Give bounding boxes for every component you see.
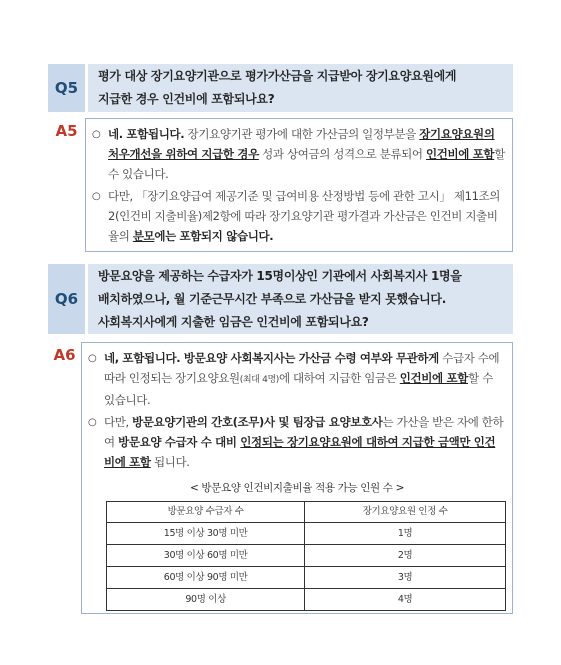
underlined-text: 장기요양요원의 처우개선을 위하여 지급한 경우 <box>108 127 495 161</box>
bold-text: 에는 포함되지 않습니다. <box>154 229 274 243</box>
table-cell: 2명 <box>305 545 506 567</box>
underlined-text: 인건비에 포함 <box>425 147 495 161</box>
question-line: 평가 대상 장기요양기관으로 평가가산금을 지급받아 장기요양요원에게 <box>98 69 457 83</box>
table-cell: 15명 이상 30명 미만 <box>107 523 305 545</box>
answer-bullet-item <box>92 124 506 184</box>
text: 성과 상여금의 성격으로 분류되어 <box>258 147 426 161</box>
table-caption: < 방문요양 인건비지출비율 적용 가능 인원 수 > <box>189 482 405 494</box>
small-text: (최대 4명) <box>239 375 279 385</box>
table-cell: 4명 <box>305 589 506 611</box>
table-header-cell: 장기요양요원 인정 수 <box>305 502 506 523</box>
underlined-text: 인건비에 포함 <box>399 371 468 385</box>
bullet-text <box>108 186 506 246</box>
table-cell: 1명 <box>305 523 506 545</box>
answer-label: A6 <box>53 346 76 364</box>
table-row <box>107 545 506 567</box>
question-line: 배치하였으나, 월 기준근무시간 부족으로 가산금을 받지 못했습니다. <box>98 291 446 306</box>
table-cell: 90명 이상 <box>107 589 305 611</box>
table-cell: 3명 <box>305 567 506 589</box>
text: 다만, <box>104 415 133 429</box>
question-label: Q6 <box>48 264 85 334</box>
bullet-icon: ○ <box>88 353 97 364</box>
bold-text: 네. 포함됩니다. <box>108 127 185 141</box>
question-text <box>88 264 513 334</box>
question-5 <box>48 64 513 112</box>
answer-label: A5 <box>55 122 78 140</box>
bullet-icon: ○ <box>92 129 101 140</box>
answer-box <box>81 342 513 614</box>
question-line: 지급한 경우 인건비에 포함되나요? <box>98 92 275 106</box>
question-6 <box>48 264 513 334</box>
answer-bullet-item <box>88 412 506 472</box>
bold-text: 방문요양기관의 간호(조무)사 및 팀장급 요양보호사 <box>132 415 383 429</box>
text: 할 수 있습니다. <box>108 147 505 181</box>
answer-6 <box>48 342 513 614</box>
underlined-text: 인정되는 장기요양요원에 대하여 지급한 금액만 인건비에 포함 <box>104 435 496 469</box>
bullet-text <box>104 348 506 410</box>
text: 에 대하여 지급한 임금은 <box>278 371 400 385</box>
table-row <box>107 589 506 611</box>
text: 할 수 있습니다. <box>104 371 493 407</box>
text: 장기요양기관 평가에 대한 가산금의 일정부분을 <box>184 127 420 141</box>
text: 다만, 「장기요양급여 제공기준 및 급여비용 산정방법 등에 관한 고시」 제11조의2(인건비 지출비율)제2항에 따라 장기요양기관 평가결과 가산금은 인건비 지출비율의 <box>108 189 501 243</box>
question-text <box>88 64 513 112</box>
answer-bullet-item <box>88 348 506 410</box>
bold-text: 방문요양 수급자 수 대비 <box>118 435 241 449</box>
table-cell: 60명 이상 90명 미만 <box>107 567 305 589</box>
answer-bullet-item <box>92 186 506 246</box>
table-cell: 30명 이상 60명 미만 <box>107 545 305 567</box>
bullet-text <box>104 412 506 472</box>
staff-count-table <box>106 501 506 611</box>
table-header-cell: 방문요양 수급자 수 <box>107 502 305 523</box>
question-line: 사회복지사에게 지출한 임금은 인건비에 포함되나요? <box>98 314 369 329</box>
bullet-icon: ○ <box>88 417 97 428</box>
table-row <box>107 567 506 589</box>
table-header-row <box>107 502 506 523</box>
text: 는 가산을 받은 자에 한하여 <box>104 415 504 449</box>
table-row <box>107 523 506 545</box>
answer-5 <box>48 118 513 252</box>
text: 됩니다. <box>150 455 190 469</box>
text: 수급자 수에 따라 인정되는 장기요양요원 <box>104 351 500 385</box>
bullet-text <box>108 124 506 184</box>
bold-text: 네, 포함됩니다. 방문요양 사회복지사는 가산금 수령 여부와 무관하게 <box>104 351 439 365</box>
question-label: Q5 <box>48 64 85 112</box>
underlined-text: 분모 <box>132 229 155 243</box>
bullet-icon: ○ <box>92 191 101 202</box>
answer-box <box>85 118 513 252</box>
question-line: 방문요양을 제공하는 수급자가 15명이상인 기관에서 사회복지사 1명을 <box>98 268 462 283</box>
